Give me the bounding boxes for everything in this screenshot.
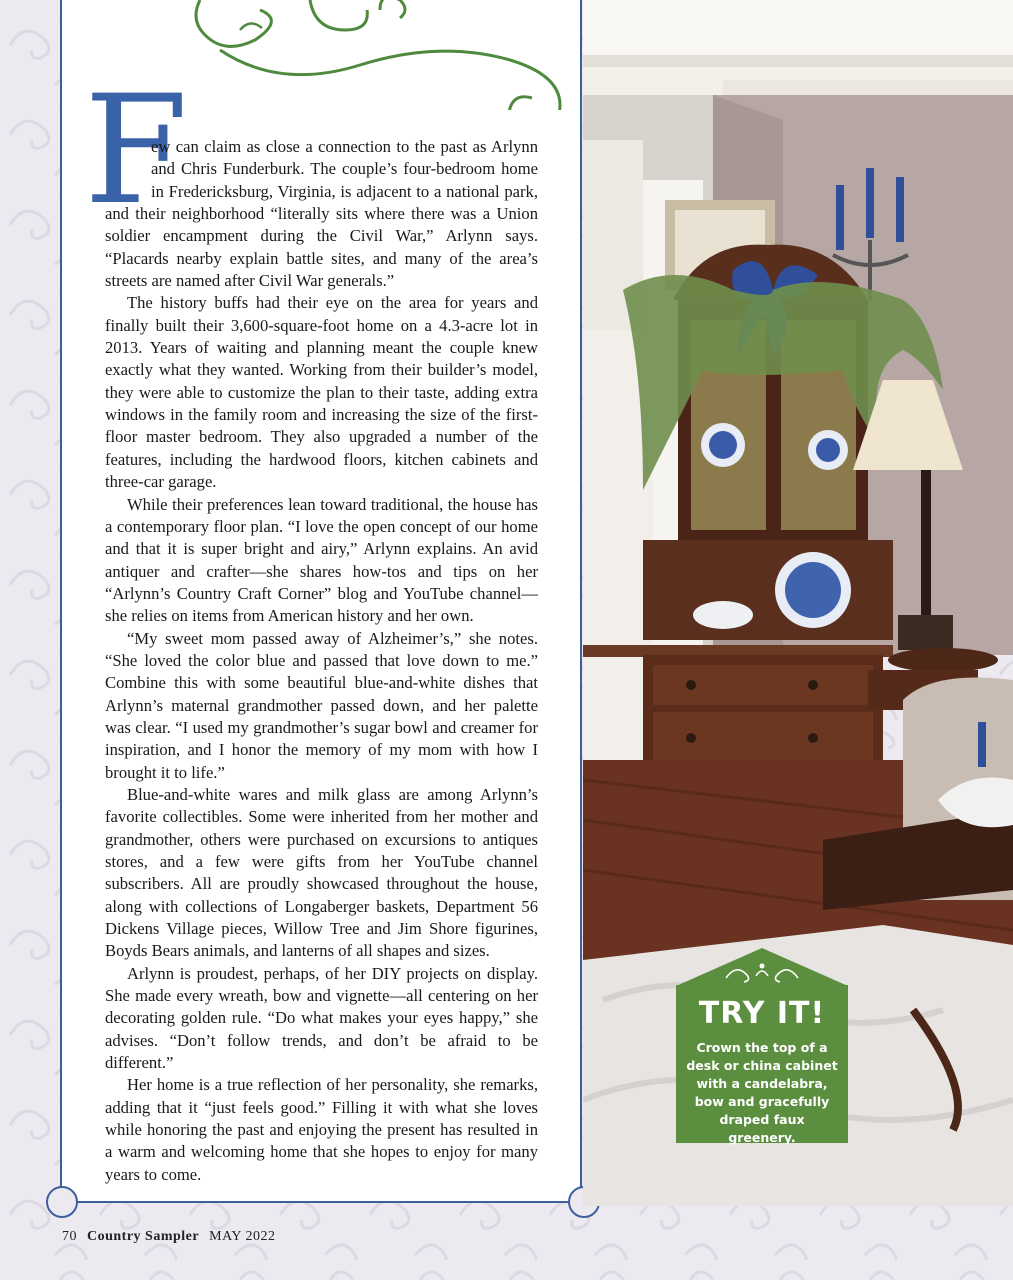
- drop-cap: F: [84, 64, 189, 238]
- page-number: 70: [62, 1229, 77, 1244]
- article-paragraph-3: While their preferences lean toward traditional, the house has a contemporary floor plan. “I love the open concept of our home and that it is super bright and airy,” Arlynn explains. An avid antiquer and crafter—she shares how-tos and tips on her “Arlynn’s Country Craft Corner” blog and YouTube channel—she relies on items from American history and her own.: [105, 494, 538, 626]
- article-paragraph-4: “My sweet mom passed away of Alzheimer’s,” she notes. “She loved the color blue and passed that love down to me.” Combine this with some beautiful blue-and-white dishes that Arlynn’s maternal grandmother passed down, and her palette was clear. “I used my grandmother’s sugar bowl and creamer for inspiration, and I honor the memory of my mom with how I brought it to life.”: [105, 628, 538, 782]
- flourish-ornament: [180, 0, 610, 110]
- publication-name: Country Sampler: [87, 1229, 200, 1244]
- callout-body: [676, 985, 848, 1143]
- paragraph-text: ew can claim as close a connection to the past as Arlynn and Chris Funderburk. The couple’s four-bedroom home in Fredericksburg, Virginia, is adjacent to a national park, and their neighborhood “literally sits where there was a Union soldier encampment during the Civil War,” Arlynn says. “Placards nearby explain battle sites, and many of the area’s streets are named after Civil War generals.”: [105, 137, 538, 291]
- callout-roof-ornament: [676, 948, 848, 986]
- drop-cap-spacer: [105, 136, 151, 202]
- page-footer: [62, 1229, 282, 1245]
- try-it-callout: [676, 948, 848, 1143]
- article-paragraph-7: Her home is a true reflection of her personality, she remarks, adding that it “just feels good.” Filling it with what she loves while honoring the past and enjoying the present has resulted in a warm and welcoming home that she hopes to enjoy for many years to come.: [105, 1075, 538, 1184]
- panel-corner-left: [46, 1186, 78, 1218]
- callout-text: Crown the top of a desk or china cabinet with a candelabra, bow and gracefully draped faux greenery.: [686, 1040, 838, 1145]
- article-paragraph-6: Arlynn is proudest, perhaps, of her DIY projects on display. She made every wreath, bow and vignette—all centering on her decorating golden rule. “Do what makes your eyes happy,” she advises. “Don’t follow trends, and don’t be afraid to be different.”: [105, 963, 538, 1073]
- article-paragraph-5: Blue-and-white wares and milk glass are among Arlynn’s favorite collectibles. Some were inherited from her mother and grandmother, others were purchased on excursions to antiques stores, and a few were gifts from her YouTube channel subscribers. All are proudly showcased throughout the house, along with collections of Longaberger baskets, Department 56 Dickens Village pieces, Willow Tree and Jim Shore figurines, Boyds Bears animals, and lanterns of all shapes and sizes.: [105, 784, 538, 961]
- article-paragraph-2: The history buffs had their eye on the area for years and finally built their 3,600-square-foot home on a 4.3-acre lot in 2013. Years of waiting and planning meant the couple knew exactly what they wanted. Working from their builder’s model, they were able to customize the plan to their taste, adding extra windows in the family room and increasing the size of the first-floor master bedroom. They also upgraded a number of the features, including the hardwood floors, kitchen cabinets and three-car garage.: [105, 293, 538, 492]
- article-body: [105, 136, 538, 1186]
- issue-date: MAY 2022: [209, 1229, 276, 1244]
- callout-title: TRY IT!: [698, 996, 826, 1031]
- article-paragraph-1: [105, 136, 538, 292]
